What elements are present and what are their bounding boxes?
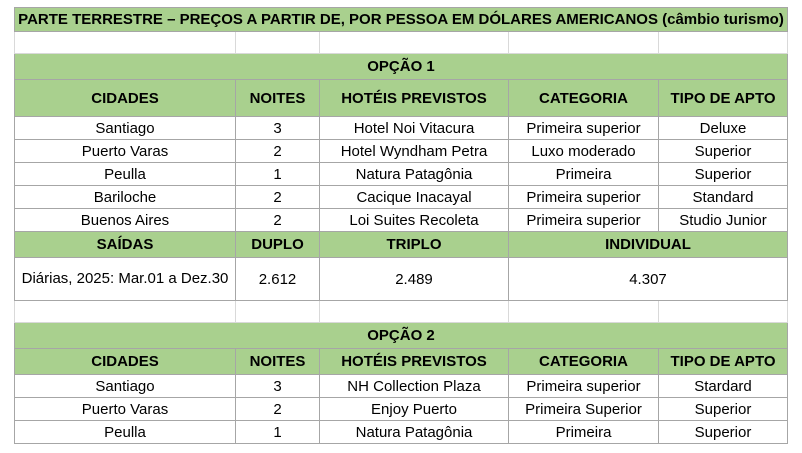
option-2-label: OPÇÃO 2 bbox=[15, 323, 788, 349]
header-category: CATEGORIA bbox=[509, 80, 659, 117]
category-cell: Luxo moderado bbox=[509, 140, 659, 163]
hotel-cell: Hotel Noi Vitacura bbox=[320, 117, 509, 140]
hotel-cell: Cacique Inacayal bbox=[320, 186, 509, 209]
spacer-row bbox=[15, 301, 788, 323]
double-price-cell: 2.612 bbox=[236, 258, 320, 301]
nights-cell: 3 bbox=[236, 117, 320, 140]
room-cell: Superior bbox=[659, 421, 788, 444]
table-row bbox=[15, 117, 788, 140]
header-nights: NOITES bbox=[236, 349, 320, 375]
hotel-cell: Loi Suites Recoleta bbox=[320, 209, 509, 232]
category-cell: Primeira bbox=[509, 163, 659, 186]
hotel-cell: NH Collection Plaza bbox=[320, 375, 509, 398]
city-cell: Puerto Varas bbox=[15, 140, 236, 163]
header-cities: CIDADES bbox=[15, 80, 236, 117]
option-1-header-row bbox=[15, 80, 788, 117]
category-cell: Primeira Superior bbox=[509, 398, 659, 421]
hotel-cell: Natura Patagônia bbox=[320, 163, 509, 186]
header-room-type: TIPO DE APTO bbox=[659, 80, 788, 117]
nights-cell: 2 bbox=[236, 209, 320, 232]
table-row bbox=[15, 186, 788, 209]
header-hotels: HOTÉIS PREVISTOS bbox=[320, 349, 509, 375]
table-row bbox=[15, 421, 788, 444]
nights-cell: 2 bbox=[236, 186, 320, 209]
table-row bbox=[15, 140, 788, 163]
header-room-type: TIPO DE APTO bbox=[659, 349, 788, 375]
hotel-cell: Hotel Wyndham Petra bbox=[320, 140, 509, 163]
room-cell: Superior bbox=[659, 163, 788, 186]
category-cell: Primeira bbox=[509, 421, 659, 444]
header-single: INDIVIDUAL bbox=[509, 232, 788, 258]
table-row bbox=[15, 375, 788, 398]
nights-cell: 2 bbox=[236, 398, 320, 421]
header-nights: NOITES bbox=[236, 80, 320, 117]
nights-cell: 3 bbox=[236, 375, 320, 398]
nights-cell: 1 bbox=[236, 163, 320, 186]
city-cell: Buenos Aires bbox=[15, 209, 236, 232]
city-cell: Santiago bbox=[15, 375, 236, 398]
header-double: DUPLO bbox=[236, 232, 320, 258]
hotel-cell: Enjoy Puerto bbox=[320, 398, 509, 421]
category-cell: Primeira superior bbox=[509, 375, 659, 398]
nights-cell: 2 bbox=[236, 140, 320, 163]
nights-cell: 1 bbox=[236, 421, 320, 444]
price-header-row bbox=[15, 232, 788, 258]
header-departures: SAÍDAS bbox=[15, 232, 236, 258]
table-row bbox=[15, 209, 788, 232]
price-table bbox=[14, 7, 788, 444]
spacer-row bbox=[15, 32, 788, 54]
triple-price-cell: 2.489 bbox=[320, 258, 509, 301]
city-cell: Puerto Varas bbox=[15, 398, 236, 421]
city-cell: Peulla bbox=[15, 163, 236, 186]
departures-cell: Diárias, 2025: Mar.01 a Dez.30 bbox=[15, 258, 236, 301]
city-cell: Bariloche bbox=[15, 186, 236, 209]
room-cell: Standard bbox=[659, 186, 788, 209]
table-row bbox=[15, 163, 788, 186]
city-cell: Santiago bbox=[15, 117, 236, 140]
category-cell: Primeira superior bbox=[509, 117, 659, 140]
category-cell: Primeira superior bbox=[509, 186, 659, 209]
header-cities: CIDADES bbox=[15, 349, 236, 375]
room-cell: Superior bbox=[659, 398, 788, 421]
price-row bbox=[15, 258, 788, 301]
header-category: CATEGORIA bbox=[509, 349, 659, 375]
room-cell: Superior bbox=[659, 140, 788, 163]
room-cell: Deluxe bbox=[659, 117, 788, 140]
room-cell: Studio Junior bbox=[659, 209, 788, 232]
option-1-label: OPÇÃO 1 bbox=[15, 54, 788, 80]
room-cell: Stardard bbox=[659, 375, 788, 398]
page-title: PARTE TERRESTRE – PREÇOS A PARTIR DE, POR PESSOA EM DÓLARES AMERICANOS (câmbio turismo) bbox=[15, 8, 788, 32]
table-row bbox=[15, 398, 788, 421]
city-cell: Peulla bbox=[15, 421, 236, 444]
category-cell: Primeira superior bbox=[509, 209, 659, 232]
hotel-cell: Natura Patagônia bbox=[320, 421, 509, 444]
header-triple: TRIPLO bbox=[320, 232, 509, 258]
option-2-header-row bbox=[15, 349, 788, 375]
single-price-cell: 4.307 bbox=[509, 258, 788, 301]
header-hotels: HOTÉIS PREVISTOS bbox=[320, 80, 509, 117]
